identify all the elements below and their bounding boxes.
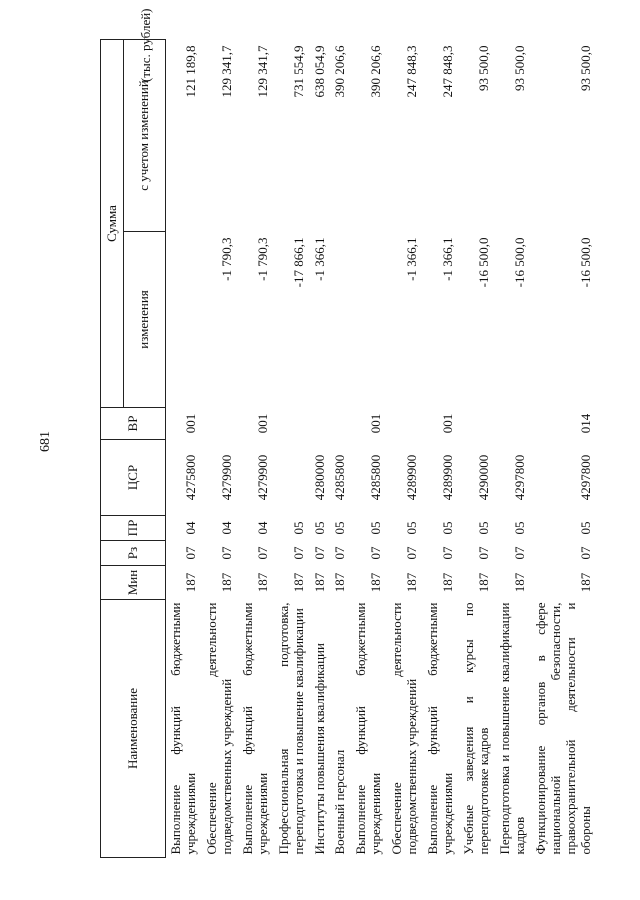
row-vr: 001 [254, 413, 270, 434]
row-name: Выполнение функций бюджетными учреждениями [353, 602, 384, 855]
row-change: -1 366,1 [440, 237, 456, 281]
row-csr: 4285800 [332, 454, 348, 501]
row-name: Выполнение функций бюджетными учреждениями [168, 602, 198, 855]
table-row [166, 40, 202, 858]
row-change: -16 500,0 [475, 237, 491, 288]
header-rz: Рз [101, 541, 166, 566]
row-pr: 05 [511, 521, 527, 535]
row-name: Переподготовка и повышение квалификации кадров [496, 602, 527, 855]
row-total: 731 554,9 [290, 45, 306, 98]
header-csr: ЦСР [101, 440, 166, 516]
row-csr [274, 440, 310, 516]
table-row [238, 40, 274, 858]
row-rz: 07 [254, 546, 270, 560]
row-name: Выполнение функций бюджетными учреждениями [425, 602, 456, 855]
row-pr: 05 [290, 521, 306, 535]
header-row-top [101, 40, 124, 858]
row-name: Выполнение функций бюджетными учреждениями [239, 602, 270, 855]
row-change: -16 500,0 [511, 237, 527, 288]
row-min: 187 [290, 572, 306, 593]
row-name: Институты повышения квалификации [311, 643, 327, 855]
row-csr: 4290000 [475, 454, 491, 501]
row-total: 390 206,6 [332, 45, 348, 98]
header-change: изменения [124, 232, 166, 408]
row-pr: 05 [475, 521, 491, 535]
row-min: 187 [577, 572, 593, 593]
row-vr [495, 408, 531, 440]
row-total: 638 054,9 [311, 45, 327, 98]
row-name: Обеспечение деятельности подведомственных учреждений [203, 602, 234, 855]
row-csr: 4279900 [218, 454, 234, 501]
row-csr: 4297800 [577, 454, 593, 501]
row-vr [202, 408, 238, 440]
row-min: 187 [475, 572, 491, 593]
row-csr: 4289900 [440, 454, 456, 501]
table-row [387, 40, 423, 858]
row-min: 187 [440, 572, 456, 593]
row-vr: 014 [577, 413, 593, 434]
row-csr: 4275800 [182, 454, 198, 501]
header-min: Мин [101, 566, 166, 600]
row-rz: 07 [368, 546, 384, 560]
row-change [166, 232, 202, 408]
row-rz: 07 [577, 546, 593, 560]
row-rz: 07 [440, 546, 456, 560]
header-sum: Сумма [101, 40, 124, 408]
row-min: 187 [182, 572, 198, 593]
row-total: 93 500,0 [511, 45, 527, 91]
row-change: -16 500,0 [577, 237, 593, 288]
budget-table [100, 39, 597, 858]
row-min: 187 [404, 572, 420, 593]
table-row [202, 40, 238, 858]
row-vr: 001 [368, 413, 384, 434]
row-pr: 05 [368, 521, 384, 535]
row-change: -1 790,3 [254, 237, 270, 281]
row-change: -17 866,1 [290, 237, 306, 288]
row-csr: 4289900 [404, 454, 420, 501]
row-change [351, 232, 387, 408]
row-pr: 05 [332, 521, 348, 535]
row-min: 187 [332, 572, 348, 593]
row-pr: 04 [218, 521, 234, 535]
row-pr: 04 [182, 521, 198, 535]
row-vr: 001 [440, 413, 456, 434]
row-name: Военный персонал [332, 749, 348, 855]
table-row [310, 40, 331, 858]
row-rz: 07 [404, 546, 420, 560]
row-rz: 07 [475, 546, 491, 560]
row-total: 121 189,8 [182, 45, 198, 98]
row-min: 187 [254, 572, 270, 593]
row-pr: 05 [440, 521, 456, 535]
row-vr [274, 408, 310, 440]
row-csr: 4280000 [311, 454, 327, 501]
row-min: 187 [311, 572, 327, 593]
row-csr: 4285800 [368, 454, 384, 501]
row-vr [387, 408, 423, 440]
table-row [274, 40, 310, 858]
header-with-change: с учетом изменений [124, 40, 166, 232]
row-rz: 07 [218, 546, 234, 560]
row-name: Учебные заведения и курсы по переподготовке кадров [461, 602, 491, 855]
table-row [351, 40, 387, 858]
row-change [330, 232, 351, 408]
header-name: Наименование [101, 600, 166, 858]
row-rz: 07 [311, 546, 327, 560]
table-row [423, 40, 459, 858]
table-row [459, 40, 495, 858]
row-min: 187 [511, 572, 527, 593]
budget-table-rotated [100, 40, 593, 858]
row-rz: 07 [332, 546, 348, 560]
row-name: Профессиональная подготовка, переподготовка и повышение квалификации [275, 602, 306, 855]
row-name: Функционирование органов в сфере национальной безопасности, правоохранительной деятельности и обороны [532, 602, 593, 855]
row-min: 187 [368, 572, 384, 593]
row-name: Обеспечение деятельности подведомственных учреждений [389, 602, 420, 855]
row-rz: 07 [511, 546, 527, 560]
row-csr: 4279900 [254, 454, 270, 501]
row-change: -1 790,3 [218, 237, 234, 281]
row-vr [310, 408, 331, 440]
header-vr: ВР [101, 408, 166, 440]
units-label: (тыс. рублей) [138, 8, 153, 82]
row-rz: 07 [182, 546, 198, 560]
table-row [495, 40, 531, 858]
page-number: 681 [38, 431, 53, 452]
row-change: -1 366,1 [404, 237, 420, 281]
row-change: -1 366,1 [311, 237, 327, 281]
row-total: 93 500,0 [475, 45, 491, 91]
table-row [531, 40, 597, 858]
row-rz: 07 [290, 546, 306, 560]
row-csr: 4297800 [511, 454, 527, 501]
row-total: 390 206,6 [368, 45, 384, 98]
table-row [330, 40, 351, 858]
row-total: 129 341,7 [218, 45, 234, 98]
row-vr: 001 [182, 413, 198, 434]
row-min: 187 [218, 572, 234, 593]
row-vr [459, 408, 495, 440]
row-pr: 04 [254, 521, 270, 535]
row-pr: 05 [577, 521, 593, 535]
row-pr: 05 [404, 521, 420, 535]
row-total: 93 500,0 [577, 45, 593, 91]
row-pr: 05 [311, 521, 327, 535]
row-vr [330, 408, 351, 440]
header-pr: ПР [101, 516, 166, 541]
row-total: 247 848,3 [440, 45, 456, 98]
row-total: 247 848,3 [404, 45, 420, 98]
row-total: 129 341,7 [254, 45, 270, 98]
